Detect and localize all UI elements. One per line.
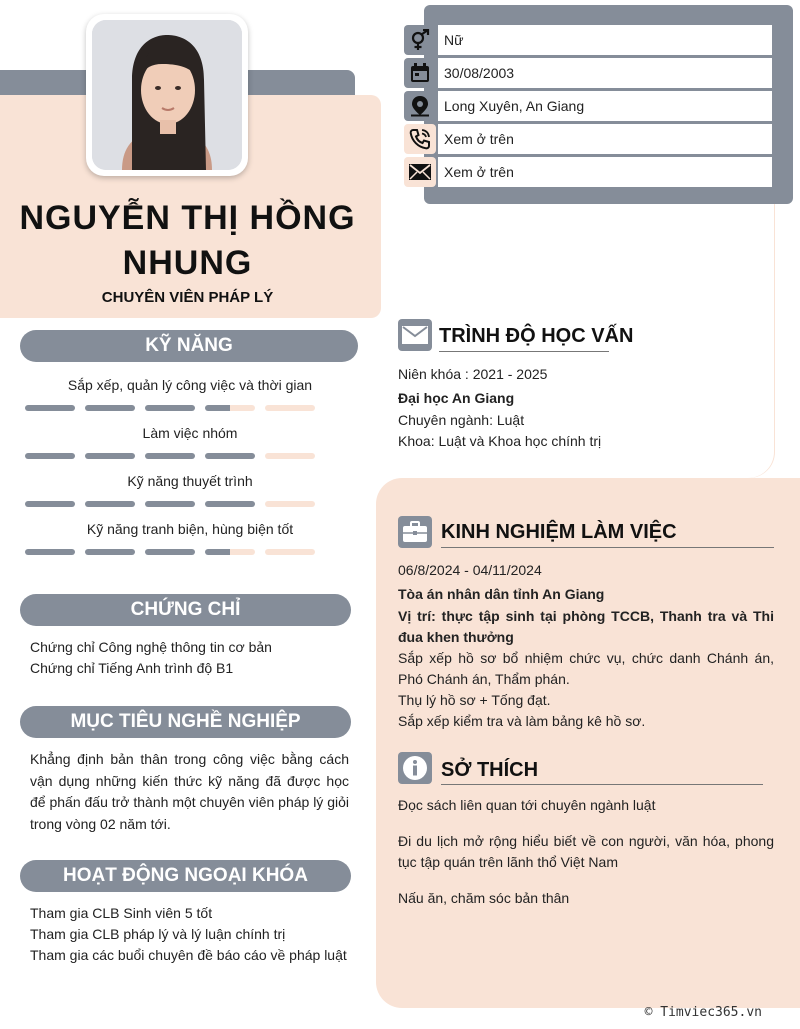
experience-period: 06/8/2024 - 04/11/2024 (398, 562, 542, 578)
location-icon (404, 91, 436, 121)
phone-value: Xem ở trên (438, 124, 772, 154)
phone-icon (404, 124, 436, 154)
job-title: CHUYÊN VIÊN PHÁP LÝ (101, 289, 274, 306)
avatar (86, 14, 248, 176)
birthday-value: 30/08/2003 (438, 58, 772, 88)
gender-value: Nữ (438, 25, 772, 55)
candidate-name (0, 196, 375, 286)
hobbies-heading: SỞ THÍCH (441, 759, 539, 781)
education-icon (398, 319, 432, 351)
hobby-item: Đi du lịch mở rộng hiểu biết về con người, văn hóa, phong tục tập quán trên lãnh thổ Việt Nam (398, 833, 774, 870)
skill-level-segment (145, 405, 195, 411)
skill-level-segment (205, 549, 255, 555)
experience-company: Tòa án nhân dân tỉnh An Giang (398, 586, 605, 602)
skill-level-bar (25, 501, 325, 507)
experience-heading: KINH NGHIỆM LÀM VIỆC (441, 521, 677, 543)
objective-heading: MỤC TIÊU NGHỀ NGHIỆP (20, 706, 351, 738)
profile-photo (92, 20, 242, 170)
right-bottom-background (376, 478, 800, 1008)
education-heading: TRÌNH ĐỘ HỌC VẤN (439, 325, 634, 347)
contact-row-email (404, 157, 773, 187)
skill-level-bar (25, 405, 325, 411)
activity-item: Tham gia CLB pháp lý và lý luận chính trị (30, 926, 286, 942)
hobby-item: Nấu ăn, chăm sóc bản thân (398, 890, 570, 906)
skill-level-segment (205, 501, 255, 507)
calendar-icon (404, 58, 436, 88)
education-school: Đại học An Giang (398, 390, 515, 406)
skills-heading: KỸ NĂNG (20, 330, 358, 362)
contact-row-birthday (404, 58, 773, 88)
certificate-item: Chứng chỉ Công nghệ thông tin cơ bản (30, 639, 272, 655)
skill-level-segment (265, 501, 315, 507)
skill-level-segment (265, 549, 315, 555)
skill-label: Kỹ năng thuyết trình (127, 473, 253, 489)
certificate-item: Chứng chỉ Tiếng Anh trình độ B1 (30, 660, 234, 676)
skill-level-segment (145, 501, 195, 507)
skill-level-segment (25, 501, 75, 507)
footer-credit: © Timviec365.vn (644, 1005, 762, 1020)
skill-level-segment (265, 405, 315, 411)
experience-divider (441, 547, 774, 548)
experience-duty: Sắp xếp hồ sơ bổ nhiệm chức vụ, chức danh Chánh án, Phó Chánh án, Thẩm phán. (398, 650, 774, 687)
skill-level-segment (205, 453, 255, 459)
activity-item: Tham gia các buổi chuyên đề báo cáo về pháp luật (30, 947, 347, 963)
skill-level-segment (25, 549, 75, 555)
skill-level-segment (145, 453, 195, 459)
skill-level-segment (205, 405, 255, 411)
experience-position: Vị trí: thực tập sinh tại phòng TCCB, Thanh tra và Thi đua khen thưởng (398, 608, 774, 645)
name-line-2: NHUNG (122, 244, 253, 282)
experience-duty: Thụ lý hồ sơ + Tống đạt. (398, 692, 551, 708)
briefcase-icon (398, 516, 432, 548)
certificates-heading: CHỨNG CHỈ (20, 594, 351, 626)
experience-duty: Sắp xếp kiểm tra và làm bảng kê hồ sơ. (398, 713, 646, 729)
skill-level-segment (85, 453, 135, 459)
skill-level-bar (25, 549, 325, 555)
contact-row-address (404, 91, 773, 121)
skill-label: Làm việc nhóm (142, 425, 238, 441)
skill-label: Sắp xếp, quản lý công việc và thời gian (67, 377, 313, 393)
email-icon (404, 157, 436, 187)
skill-level-segment (85, 501, 135, 507)
education-major: Chuyên ngành: Luật (398, 412, 525, 428)
skill-level-bar (25, 453, 325, 459)
education-period: Niên khóa : 2021 - 2025 (398, 366, 548, 382)
address-value: Long Xuyên, An Giang (438, 91, 772, 121)
contact-row-phone (404, 124, 773, 154)
contact-row-gender (404, 25, 773, 55)
name-line-1: NGUYỄN THỊ HỒNG (19, 199, 356, 237)
objective-text: Khẳng định bản thân trong công việc bằng cách vận dụng những kiến thức kỹ năng đã được học để phấn đấu trở thành một chuyên viên pháp lý giỏi trong vòng 02 năm tới. (30, 751, 349, 832)
email-value: Xem ở trên (438, 157, 772, 187)
activities-heading: HOẠT ĐỘNG NGOẠI KHÓA (20, 860, 351, 892)
hobby-item: Đọc sách liên quan tới chuyên ngành luật (398, 797, 656, 813)
skill-level-segment (25, 405, 75, 411)
hobbies-divider (441, 784, 763, 785)
education-divider (439, 351, 609, 352)
gender-icon (404, 25, 436, 55)
skill-level-segment (25, 453, 75, 459)
skill-label: Kỹ năng tranh biện, hùng biện tốt (86, 521, 294, 537)
info-icon (398, 752, 432, 784)
skill-level-segment (85, 405, 135, 411)
activity-item: Tham gia CLB Sinh viên 5 tốt (30, 905, 213, 921)
skill-level-segment (85, 549, 135, 555)
education-faculty: Khoa: Luật và Khoa học chính trị (398, 433, 602, 449)
skill-level-segment (265, 453, 315, 459)
skill-level-segment (145, 549, 195, 555)
